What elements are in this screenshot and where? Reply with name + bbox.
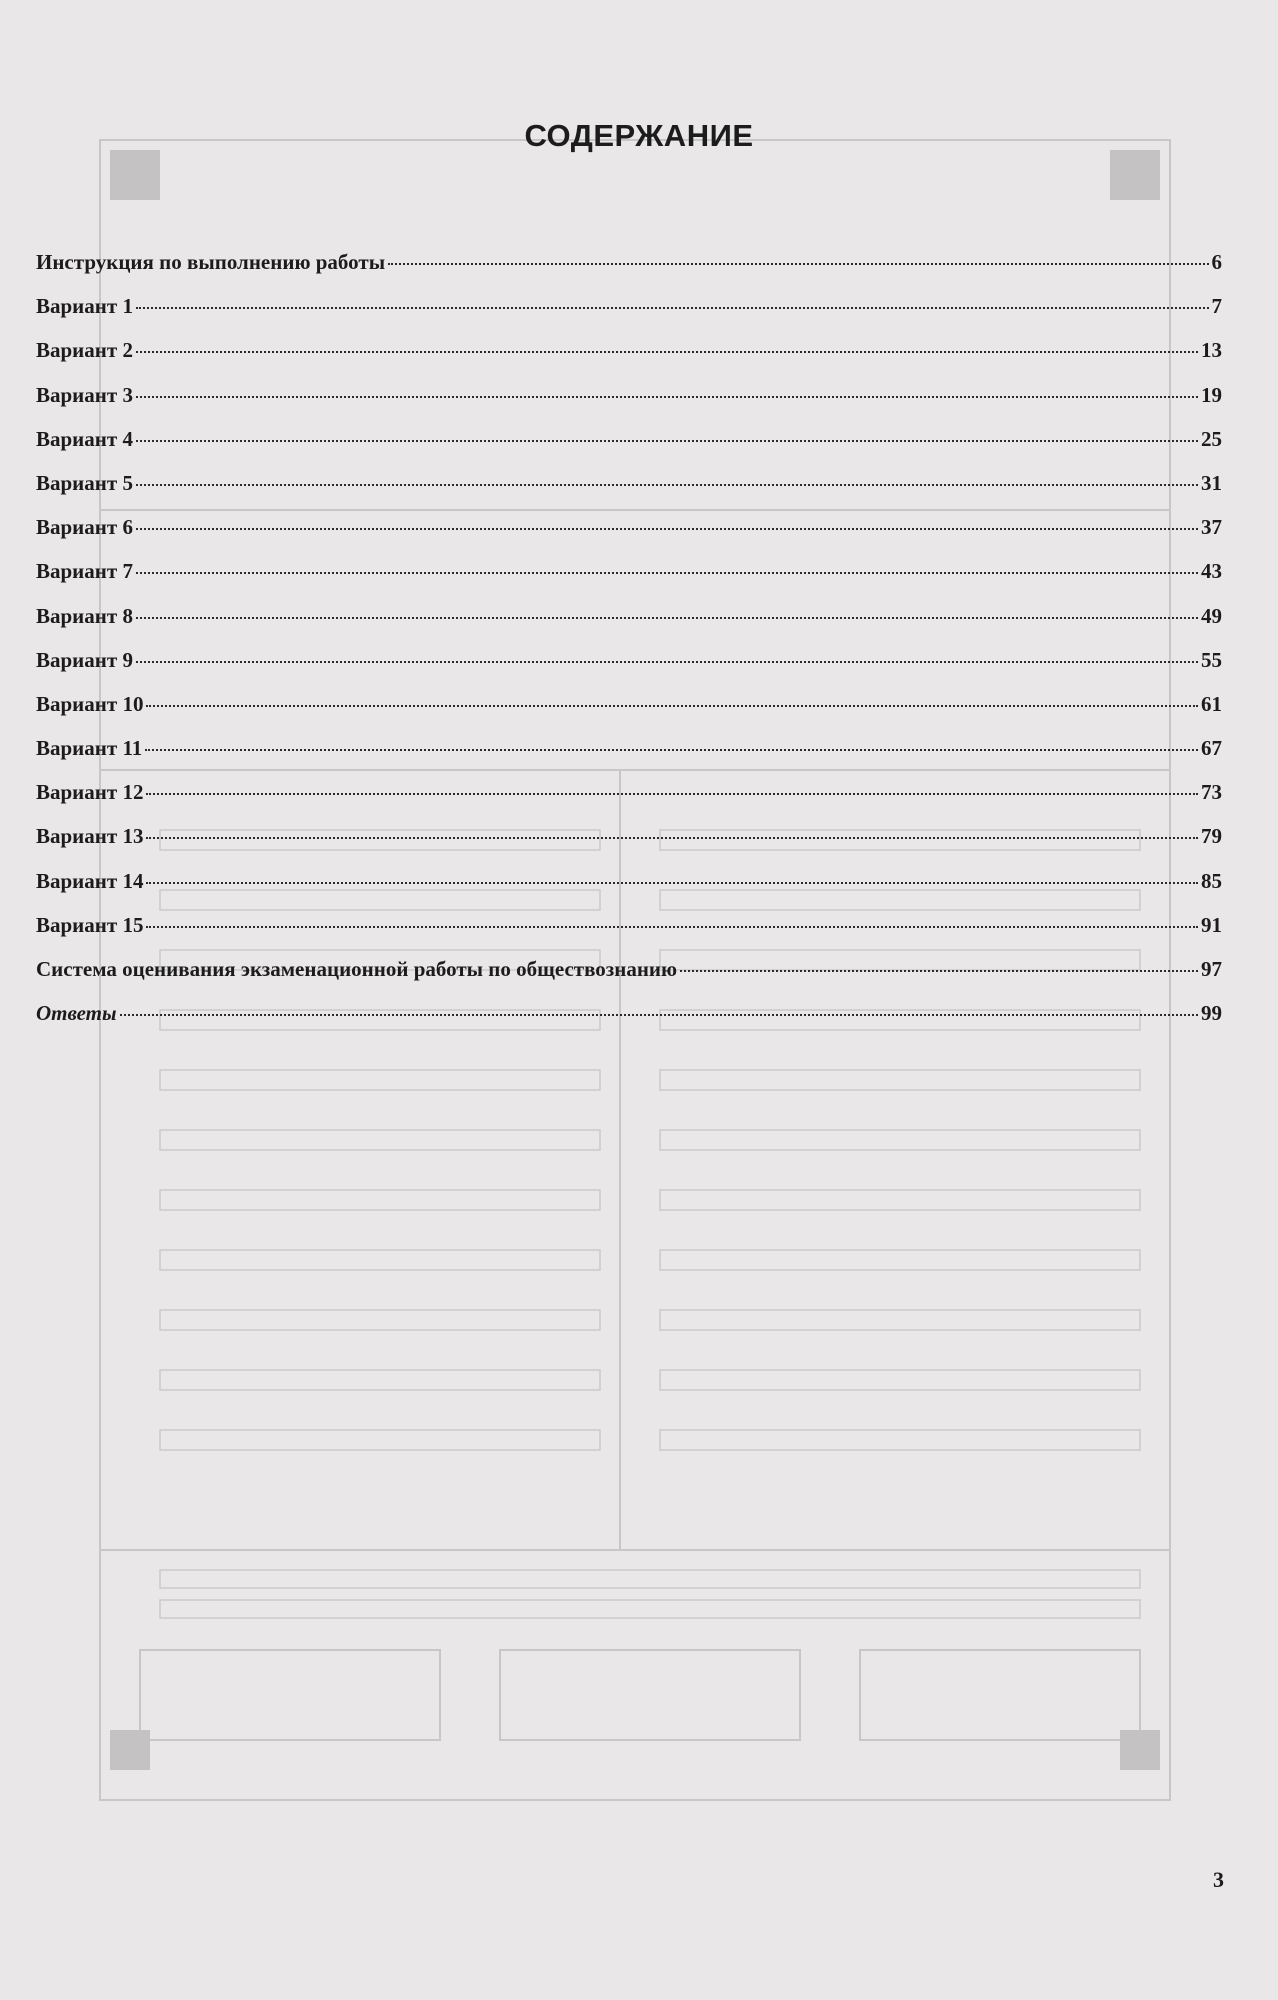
toc-entry-page-number: 31 [1201,470,1222,495]
toc-entry [36,427,1222,471]
toc-entry-label: Вариант 5 [36,470,133,495]
toc-dot-leader [136,528,1198,530]
toc-entry-page-number: 91 [1201,912,1222,937]
toc-dot-leader [136,351,1198,353]
toc-entry-page-number: 73 [1201,780,1222,805]
toc-entry [36,338,1222,382]
toc-entry [36,869,1222,913]
toc-entry-page-number: 19 [1201,382,1222,407]
toc-entry-label: Вариант 7 [36,559,133,584]
toc-entry [36,692,1222,736]
toc-entry-label: Вариант 11 [36,736,143,761]
toc-dot-leader [136,307,1209,309]
toc-entry-page-number: 25 [1201,426,1222,451]
toc-dot-leader [146,705,1198,707]
toc-entry [36,604,1222,648]
toc-dot-leader [136,440,1198,442]
toc-entry [36,559,1222,603]
toc-entry-label: Вариант 1 [36,294,133,319]
toc-entry [36,471,1222,515]
toc-dot-leader [145,749,1198,751]
toc-entry [36,648,1222,692]
toc-entry-page-number: 99 [1201,1001,1222,1026]
toc-entry-label: Вариант 8 [36,603,133,628]
toc-entry-label: Вариант 10 [36,691,144,716]
toc-entry-label: Система оценивания экзаменационной работы по обществознанию [36,957,678,981]
toc-entry-page-number: 13 [1201,338,1222,363]
toc-entry [36,824,1222,868]
toc-entry-page-number: 67 [1201,736,1222,761]
toc-entry-page-number: 61 [1201,691,1222,716]
toc-dot-leader [136,484,1198,486]
page-title: СОДЕРЖАНИЕ [524,118,754,153]
page-number: 3 [1213,1867,1224,1892]
toc-entry [36,250,1222,294]
toc-entry-page-number: 85 [1201,868,1222,893]
toc-entry [36,383,1222,427]
toc-entry-label: Вариант 2 [36,338,133,363]
toc-dot-leader [146,926,1198,928]
toc-entry [36,1001,1222,1045]
toc-entry-label: Инструкция по выполнению работы [36,250,386,274]
toc-dot-leader [136,396,1198,398]
toc-entry-label: Вариант 14 [36,868,144,893]
toc-dot-leader [136,572,1198,574]
toc-dot-leader [120,1014,1198,1016]
toc-entry-label: Ответы [36,1001,117,1026]
toc-entry-page-number: 7 [1211,294,1222,319]
toc-entry-label: Вариант 9 [36,647,133,672]
toc-entry [36,957,1222,1001]
toc-entry-label: Вариант 3 [36,382,133,407]
toc-entry-page-number: 55 [1201,647,1222,672]
toc-entry-page-number: 97 [1201,957,1222,981]
toc-entry [36,515,1222,559]
toc-entry [36,736,1222,780]
toc-entry [36,294,1222,338]
toc-entry-label: Вариант 12 [36,780,144,805]
toc-dot-leader [388,263,1208,265]
toc-dot-leader [146,837,1198,839]
toc-entry-page-number: 79 [1201,824,1222,849]
toc-entry-label: Вариант 6 [36,515,133,540]
toc-dot-leader [146,882,1198,884]
toc-entry [36,780,1222,824]
toc-entry [36,913,1222,957]
toc-entry-page-number: 37 [1201,515,1222,540]
toc-dot-leader [146,793,1198,795]
toc-dot-leader [680,970,1198,972]
toc-entry-label: Вариант 13 [36,824,144,849]
toc-entry-page-number: 49 [1201,603,1222,628]
toc-dot-leader [136,617,1198,619]
toc-dot-leader [136,661,1198,663]
toc-entry-label: Вариант 4 [36,426,133,451]
toc-entry-page-number: 43 [1201,559,1222,584]
toc-entry-label: Вариант 15 [36,912,144,937]
table-of-contents [36,250,1222,1045]
toc-entry-page-number: 6 [1211,250,1222,274]
